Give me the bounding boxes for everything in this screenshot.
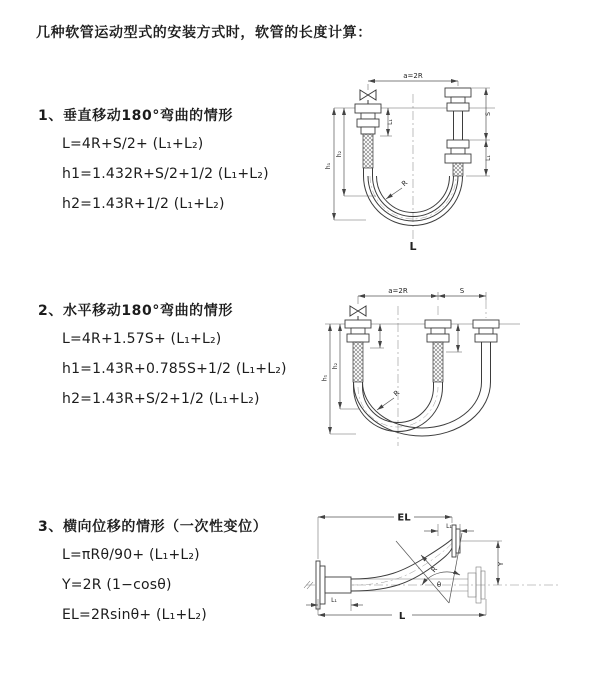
middle-fitting — [425, 320, 451, 387]
dim-label-l1-top: L₁ — [446, 523, 452, 530]
radius-label: R — [400, 178, 410, 189]
section-2-heading: 2、水平移动180°弯曲的情形 — [38, 303, 233, 319]
right-fitting — [473, 320, 499, 382]
formula-line: L=4R+1.57S+ (L₁+L₂) — [62, 331, 222, 347]
length-label: L — [409, 240, 417, 253]
dim-label-h2: h₂ — [336, 150, 343, 158]
section-3-heading: 3、横向位移的情形（一次性变位） — [38, 519, 268, 535]
formula-line: h1=1.432R+S/2+1/2 (L₁+L₂) — [62, 166, 269, 182]
formula-line: h2=1.43R+S/2+1/2 (L₁+L₂) — [62, 391, 260, 407]
dim-el — [318, 513, 452, 560]
formula-line: EL=2Rsinθ+ (L₁+L₂) — [62, 607, 207, 623]
valve-icon — [350, 306, 366, 320]
radius-label: R — [429, 565, 440, 575]
radius-callout — [421, 555, 439, 574]
section-1-heading: 1、垂直移动180°弯曲的情形 — [38, 108, 233, 124]
radius-callout — [386, 179, 409, 199]
theta-label: θ — [436, 581, 442, 589]
left-fitting — [345, 320, 371, 387]
right-fitting — [445, 88, 471, 176]
dim-y — [461, 541, 505, 585]
radius-callout — [377, 389, 401, 410]
diagram-horizontal-180-bend — [300, 282, 595, 462]
section-3 — [38, 516, 306, 637]
section-2 — [38, 300, 306, 421]
formula-line: h1=1.43R+0.785S+1/2 (L₁+L₂) — [62, 361, 287, 377]
valve-icon — [360, 90, 376, 104]
dim-label-h2: h₂ — [332, 362, 339, 370]
braided-hose-section — [433, 342, 443, 382]
left-fitting — [355, 104, 381, 176]
dim-label-a2r: a=2R — [388, 287, 408, 295]
dim-a2r — [358, 287, 438, 296]
section-3-formulas — [38, 547, 306, 637]
diagram-vertical-180-bend — [300, 68, 595, 264]
dim-label-a2r: a=2R — [403, 72, 423, 80]
formula-line: Y=2R (1−cosθ) — [62, 577, 172, 593]
braided-hose-section — [353, 342, 363, 382]
braided-hose-section — [453, 163, 463, 176]
dim-s — [470, 88, 492, 140]
dim-l1-left — [380, 108, 394, 136]
dim-a2r — [368, 72, 458, 90]
section-1-formulas — [38, 136, 306, 226]
page-title: 几种软管运动型式的安装方式时，软管的长度计算： — [36, 25, 372, 41]
formula-line: L=πRθ/90+ (L₁+L₂) — [62, 547, 200, 563]
dim-label-l1-left: L₁ — [387, 119, 394, 125]
displaced-flange — [452, 525, 460, 557]
dim-label-l1-bottom: L₁ — [331, 597, 337, 604]
braided-hose-section — [363, 134, 373, 168]
dim-label-y: Y — [497, 561, 505, 567]
u-hose-shifted — [354, 382, 491, 436]
dim-label-el: EL — [397, 512, 411, 524]
section-2-formulas — [38, 331, 306, 421]
formula-line: L=4R+S/2+ (L₁+L₂) — [62, 136, 204, 152]
dim-label-h1: h₁ — [321, 374, 329, 382]
dim-l1-top — [424, 523, 474, 536]
dim-fitting-left — [370, 324, 384, 348]
dim-label-l: L — [398, 611, 406, 622]
dim-s — [358, 287, 486, 304]
formula-line: h2=1.43R+1/2 (L₁+L₂) — [62, 196, 225, 212]
dim-label-h1: h₁ — [325, 162, 332, 170]
diagram-lateral-displacement — [298, 503, 598, 671]
radius-label: R — [392, 388, 402, 399]
dim-label-l1-right: L₁ — [485, 155, 492, 161]
section-1 — [38, 105, 306, 226]
dim-l — [318, 599, 486, 622]
dim-label-s: S — [459, 287, 465, 295]
dim-label-s: S — [485, 112, 492, 116]
dim-l1-bottom — [306, 597, 363, 611]
